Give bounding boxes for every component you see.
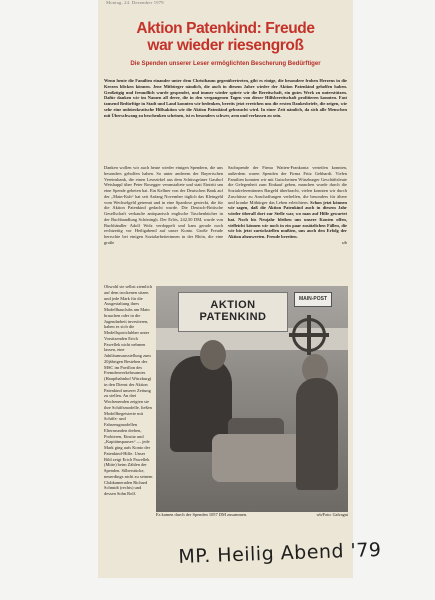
article-column-1: Danken wollen wir auch heute wieder einigen Spendern, die uns besonders geholfen haben. So unter anderem der Bayerischen Vereinsbank, die einen Lesezirkel aus dem Schüssgrüner Gasthof Weishappl über Peter Rosegger veranstaltete und statt Eintritt um eine Spende gebeten hat. Ein Kellner von der Deutschen Bank auf der „Main-Kuh“ hat seit Anfang November täglich das Kleingeld vom Wechselgeld getrennt und in eine Spardose gesteckt, die für die Aktion Patenkind gedacht wurde. Die Deutsch-Britische Gesellschaft verkaufte antiquarisch englische Taschenbücher in der Buchhandlung Schöningh. Der Erlös, 242,50 DM, wurde von Buchhändler Adolf Wolz verdoppelt und kam gerade noch rechtzeitig vor Heiligabend auf unser Konto. Große Freude herrschte bei einigen Sozialarbeiterinnen in der Rhön, die eine große bbox=[104, 165, 223, 245]
ship-wheel-icon bbox=[292, 318, 326, 352]
subheadline: Die Spenden unserer Leser ermöglichten Bescherung Bedürftiger bbox=[130, 60, 321, 67]
lead-paragraph: Wenn heute die Familien einander unter dem Christbaum gegenübertreten, gibt es einige, die besondere frohen Herzens in die Kerzen blicken können. Jene Mitbürger nämlich, die auch in diesem Jahre wieder der Aktion Patenkind geholfen haben. Großzügig und freundlich wurde gespendet, und immer wieder spürte wir die Bereitschaft, ein gutes Werk zu unterstützen. Dafür danken wir im Namen all derer, die in den vergangenen Tagen von dieser Hilfsbereitschaft profitieren konnten. Fast tausend Bedürftige in Stadt und Land konnten wir bedenken, bereits jetzt erreichen uns die ersten Dankesbriefe, die zeigen, wie sehr eine unbürokratische Hilfsaktion wie die Aktion Patenkind gebraucht wird. In einer Zeit nämlich, da sich alle Menschen mit Überschwang zu beschenken scheinen, ist es besonders schwer, arm und verlassen zu sein. bbox=[104, 78, 347, 118]
photo-figure-boy bbox=[296, 378, 338, 490]
photo-ship-model bbox=[212, 434, 306, 482]
photo-caption: Es kamen durch der Spenden 1057 DM zusammen. bbox=[156, 512, 248, 517]
author-signature: sib bbox=[341, 239, 347, 245]
photo-figure-man-head bbox=[200, 340, 226, 370]
photo-banner-text: AKTION PATENKIND bbox=[199, 299, 267, 323]
handwritten-note: MP. Heilig Abend '79 bbox=[178, 538, 382, 568]
column-2-text: Sachspende der Firma Watten-Frankonia verteilen konnten, außerdem waren Spenden der Firma Fritz Gebhardt. Vielen Familien konnten wir mit Gutscheinen Würzburger Geschäftsleute die Gelegenheit zum Einkauf geben, manchen wurde durch die Sozialreferentinnen Bargeld überbracht, vielen konnten wir durch Zuschüsse zu Anschaffungen verhelfen, die besonders für ältere und kranke Mitbürger das Leben erleichtern. bbox=[228, 165, 347, 205]
photo-badge: MAIN-POST bbox=[294, 292, 332, 307]
article-column-2 bbox=[228, 165, 347, 246]
headline-line-1: Aktion Patenkind: Freude bbox=[136, 20, 315, 37]
headline bbox=[102, 20, 349, 54]
headline-line-2: war wieder riesengroß bbox=[147, 37, 304, 54]
dateline: Montag, 24. Dezember 1979 bbox=[106, 0, 164, 5]
photo-credit: wb/Foto: Galvagni bbox=[316, 512, 348, 517]
news-photo bbox=[156, 286, 348, 512]
column-2-bold-text: Schon jetzt können wir sagen, daß die Aktion Patenkind auch in diesem Jahr wieder überall dort zur Stelle war, wo man auf Hilfe gewartet hat. Noch bis Neujahr bleiben uns unsere Konten offen, vielleicht können wir noch in ein paar zusätzlichen Fällen, die wir bis jetzt zurückstellen mußten, uns auch den Erfolg der Aktion abzuwerten. Freude bereiten. bbox=[228, 199, 347, 239]
photo-side-column: Obwohl sie selbst ziemlich auf dem trockenen sitzen und jede Mark für die Ausgestaltung ihres Modellbauclubs am Main brauchen oder in die Jugendarbeit investieren, haben es sich die Modellsportclubber unter Vorsitzenden Erich Pawellek nicht nehmen lassen, eine Jubiläumsausstellung zum 20jährigen Bestehen des MSC im Pavillon des Fremdenverkehrsamtes (Hauptbahnhof Würzburg) in den Dienst der Aktion Patenkind unserer Zeitung zu stellen. An drei Wochenenden zeigten sie ihre Schiffsmodelle, ließen Modellbegeisterte mit Schiffs- und Fahrzeugmodellen Elternrunden drehen, Probieren, Einsitz und „Kapitänspauses“ — jede Mark ging aufs Konto der Patenkind-Hilfe. Unser Bild zeigt Erich Pawellek (Mitte) beim Zählen der Spenden. Silberstücke, neuerdings nicht zu seinem Clubkameraden Richard Schmidt (rechts) und dessen Sohn Rolf. bbox=[104, 284, 153, 496]
photo-banner bbox=[178, 292, 288, 332]
newspaper-clipping bbox=[98, 0, 353, 578]
